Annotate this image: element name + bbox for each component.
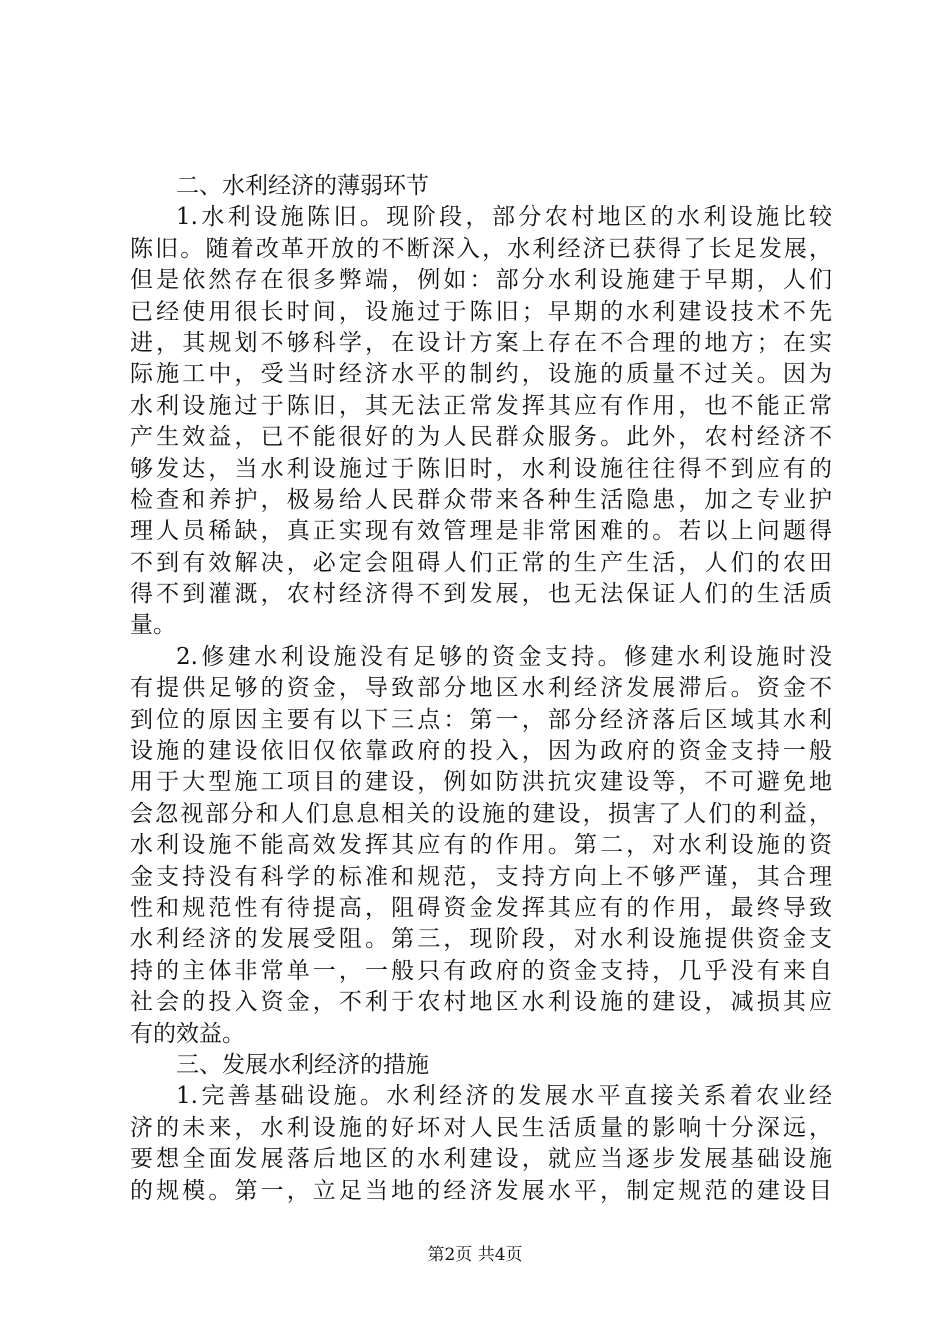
paragraph-line: 水利设施过于陈旧，其无法正常发挥其应有作用，也不能正常 [130, 392, 832, 419]
paragraph-line: 持的主体非常单一，一般只有政府的资金支持，几乎没有来自 [130, 957, 832, 984]
paragraph-line: 金支持没有科学的标准和规范，支持方向上不够严谨，其合理 [130, 863, 832, 890]
paragraph-line: 有的效益。 [130, 1020, 245, 1047]
paragraph-line: 产生效益，已不能很好的为人民群众服务。此外，农村经济不 [130, 424, 832, 451]
paragraph-line: 2.修建水利设施没有足够的资金支持。修建水利设施时没 [176, 643, 832, 670]
paragraph-line: 会忽视部分和人们息息相关的设施的建设，损害了人们的利益， [130, 800, 832, 827]
paragraph [130, 1081, 832, 1207]
paragraph-line: 际施工中，受当时经济水平的制约，设施的质量不过关。因为 [130, 361, 832, 388]
paragraph-line: 水利经济的发展受阻。第三，现阶段，对水利设施提供资金支 [130, 926, 832, 953]
document-body [130, 171, 832, 1207]
heading-line: 三、发展水利经济的措施 [176, 1051, 429, 1078]
paragraph-line: 水利设施不能高效发挥其应有的作用。第二，对水利设施的资 [130, 832, 832, 859]
paragraph-line: 设施的建设依旧仅依靠政府的投入，因为政府的资金支持一般 [130, 738, 832, 765]
paragraph-line: 但是依然存在很多弊端，例如：部分水利设施建于早期，人们 [130, 267, 832, 294]
paragraph-line: 够发达，当水利设施过于陈旧时，水利设施往往得不到应有的 [130, 455, 832, 482]
section-heading [130, 171, 832, 202]
paragraph-line: 不到有效解决，必定会阻碍人们正常的生产生活，人们的农田 [130, 549, 832, 576]
paragraph-line: 已经使用很长时间，设施过于陈旧；早期的水利建设技术不先 [130, 298, 832, 325]
paragraph [130, 202, 832, 641]
paragraph [130, 642, 832, 1050]
section-heading [130, 1050, 832, 1081]
heading-line: 二、水利经济的薄弱环节 [176, 173, 429, 199]
paragraph-line: 要想全面发展落后地区的水利建设，就应当逐步发展基础设施 [130, 1146, 832, 1173]
paragraph-line: 进，其规划不够科学，在设计方案上存在不合理的地方；在实 [130, 329, 832, 356]
paragraph-line: 1.水利设施陈旧。现阶段，部分农村地区的水利设施比较 [176, 204, 832, 231]
paragraph-line: 的规模。第一，立足当地的经济发展水平，制定规范的建设目 [130, 1177, 832, 1204]
paragraph-line: 量。 [130, 612, 176, 639]
paragraph-line: 理人员稀缺，真正实现有效管理是非常困难的。若以上问题得 [130, 518, 832, 545]
paragraph-line: 1.完善基础设施。水利经济的发展水平直接关系着农业经 [176, 1083, 832, 1110]
paragraph-line: 有提供足够的资金，导致部分地区水利经济发展滞后。资金不 [130, 675, 832, 702]
paragraph-line: 性和规范性有待提高，阻碍资金发挥其应有的作用，最终导致 [130, 894, 832, 921]
paragraph-line: 社会的投入资金，不利于农村地区水利设施的建设，减损其应 [130, 989, 832, 1016]
paragraph-line: 济的未来，水利设施的好坏对人民生活质量的影响十分深远， [130, 1114, 832, 1141]
paragraph-line: 用于大型施工项目的建设，例如防洪抗灾建设等，不可避免地 [130, 769, 832, 796]
paragraph-line: 陈旧。随着改革开放的不断深入，水利经济已获得了长足发展， [130, 235, 832, 262]
paragraph-line: 得不到灌溉，农村经济得不到发展，也无法保证人们的生活质 [130, 581, 832, 608]
paragraph-line: 检查和养护，极易给人民群众带来各种生活隐患，加之专业护 [130, 486, 832, 513]
paragraph-line: 到位的原因主要有以下三点：第一，部分经济落后区域其水利 [130, 706, 832, 733]
page-number-footer: 第2页 共4页 [427, 1245, 523, 1265]
